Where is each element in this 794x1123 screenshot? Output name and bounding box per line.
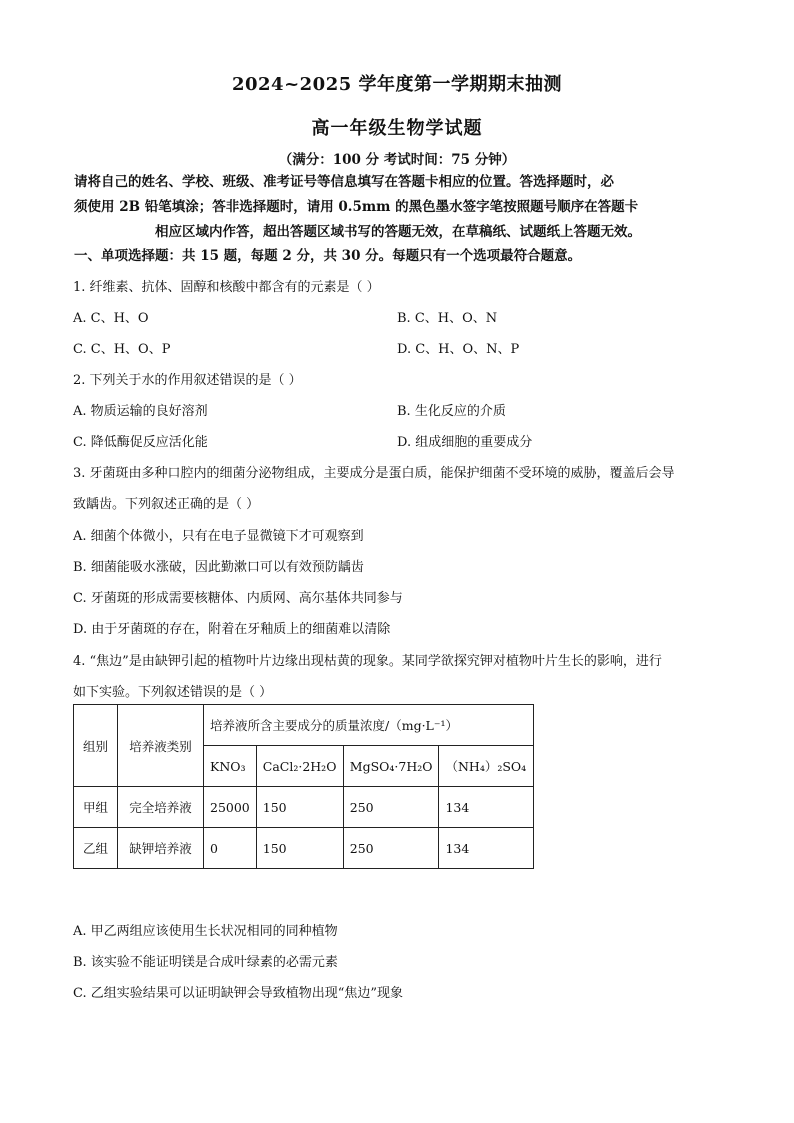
table-cell-value: 150 [256,787,343,828]
table-subheader: CaCl₂·2H₂O [256,746,343,787]
table-subheader: （NH₄）₂SO₄ [439,746,534,787]
table-cell-value: 134 [439,828,534,869]
table-cell-group: 甲组 [74,787,118,828]
question-2-stem: 2. 下列关于水的作用叙述错误的是（ ） [73,373,302,388]
table-cell-value: 150 [256,828,343,869]
exam-subject-title: 高一年级生物学试题 [311,118,483,139]
question-1-stem: 1. 纤维素、抗体、固醇和核酸中都含有的元素是（ ） [73,280,380,295]
question-2-option-c: C. 降低酶促反应活化能 [73,435,208,450]
question-2-option-b: B. 生化反应的介质 [397,404,506,419]
question-4-stem-line: 如下实验。下列叙述错误的是（ ） [73,685,273,700]
table-row [74,828,534,869]
exam-notice [74,170,722,245]
question-3-option-b: B. 细菌能吸水涨破，因此勤漱口可以有效预防龋齿 [73,560,364,575]
exam-meta: （满分：100 分 考试时间：75 分钟） [278,152,516,168]
notice-line: 相应区域内作答，超出答题区域书写的答题无效，在草稿纸、试题纸上答题无效。 [155,224,641,240]
question-3-option-c: C. 牙菌斑的形成需要核糖体、内质网、高尔基体共同参与 [73,591,403,606]
table-cell-value: 25000 [204,787,257,828]
table-header-type: 培养液类别 [118,705,204,787]
table-row [74,787,534,828]
table-cell-value: 250 [343,828,439,869]
exam-term-title: 2024~2025 学年度第一学期期末抽测 [231,74,563,95]
table-cell-value: 250 [343,787,439,828]
question-1-option-d: D. C、H、O、N、P [397,342,520,357]
table-cell-value: 134 [439,787,534,828]
question-1-option-b: B. C、H、O、N [397,311,498,326]
question-3-option-a: A. 细菌个体微小，只有在电子显微镜下才可观察到 [73,529,364,544]
question-2-option-a: A. 物质运输的良好溶剂 [73,404,208,419]
notice-line: 请将自己的姓名、学校、班级、准考证号等信息填写在答题卡相应的位置。答选择题时，必 [74,174,614,190]
table-cell-value: 0 [204,828,257,869]
question-3-stem-line: 致龋齿。下列叙述正确的是（ ） [73,497,260,512]
table-header-concentration: 培养液所含主要成分的质量浓度/（mg·L⁻¹） [204,705,534,746]
table-cell-group: 乙组 [74,828,118,869]
table-subheader: KNO₃ [204,746,257,787]
question-1-option-a: A. C、H、O [73,311,149,326]
question-1-option-c: C. C、H、O、P [73,342,171,357]
nutrient-solution-table [73,704,534,869]
table-cell-type: 缺钾培养液 [118,828,204,869]
question-4-option-b: B. 该实验不能证明镁是合成叶绿素的必需元素 [73,955,338,970]
table-cell-type: 完全培养液 [118,787,204,828]
question-3-stem-line: 3. 牙菌斑由多种口腔内的细菌分泌物组成，主要成分是蛋白质，能保护细菌不受环境的威胁，覆盖后会导 [73,466,675,481]
question-4-option-a: A. 甲乙两组应该使用生长状况相同的同种植物 [73,924,338,939]
table-subheader: MgSO₄·7H₂O [343,746,439,787]
notice-line: 须使用 2B 铅笔填涂；答非选择题时，请用 0.5mm 的黑色墨水签字笔按照题号顺序在答题卡 [74,199,639,215]
question-3-option-d: D. 由于牙菌斑的存在，附着在牙釉质上的细菌难以清除 [73,622,391,637]
section-heading: 一、单项选择题：共 15 题，每题 2 分，共 30 分。每题只有一个选项最符合题意。 [74,248,582,264]
table-header-group: 组别 [74,705,118,787]
question-4-option-c: C. 乙组实验结果可以证明缺钾会导致植物出现“焦边”现象 [73,986,404,1001]
question-2-option-d: D. 组成细胞的重要成分 [397,435,533,450]
question-4-stem-line: 4. “焦边”是由缺钾引起的植物叶片边缘出现枯黄的现象。某同学欲探究钾对植物叶片生长的影响，进行 [73,654,662,669]
